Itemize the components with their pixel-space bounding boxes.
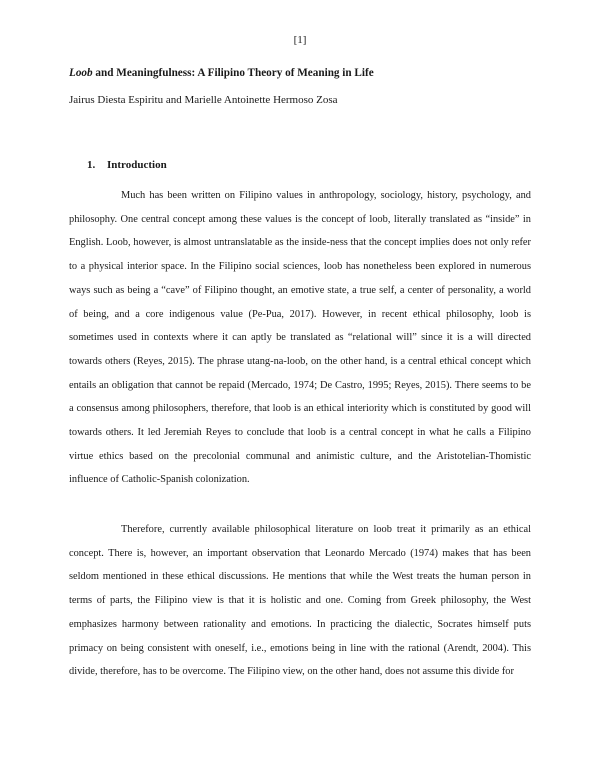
paper-title [69, 67, 374, 79]
body-paragraph-1: Much has been written on Filipino values in anthropology, sociology, history, psychology, and philosophy. One central concept among these values is the concept of loob, literally translated as “inside” in English. Loob, however, is almost untranslatable as the inside-ness that the concept implies does not only refer to a physical interior space. In the Filipino social sciences, loob has nonetheless been explored in numerous ways such as being a “cave” of Filipino thought, an emotive state, a true self, a center of personality, a world of being, and a core indigenous value (Pe-Pua, 2017). However, in recent ethical philosophy, loob is sometimes used in contexts where it can aptly be translated as “relational will” since it is a will directed towards others (Reyes, 2015). The phrase utang-na-loob, on the other hand, is a central ethical concept which entails an obligation that cannot be repaid (Mercado, 1974; De Castro, 1995; Reyes, 2015). There seems to be a consensus among philosophers, therefore, that loob is an ethical interiority which is constituted by good will towards others. It led Jeremiah Reyes to conclude that loob is a central concept in what he calls a Filipino virtue ethics based on the precolonial communal and animistic culture, and the Aristotelian-Thomistic influence of Catholic-Spanish colonization. [69, 190, 531, 486]
page-number: [1] [293, 34, 307, 46]
section-title: Introduction [107, 159, 167, 171]
body-paragraph-2: Therefore, currently available philosophical literature on loob treat it primarily as an ethical concept. There is, however, an important observation that Leonardo Mercado (1974) makes that has been seldom mentioned in these ethical discussions. He mentions that while the West treats the human person in terms of parts, the Filipino view is that it is holistic and one. Coming from Greek philosophy, the West emphasizes harmony between rationality and emotions. In practicing the dialectic, Socrates himself puts primacy on being consistent with oneself, i.e., emotions being in line with the rational (Arendt, 2004). This divide, therefore, has to be overcome. The Filipino view, on the other hand, does not assume this divide for [69, 524, 531, 678]
title-rest: and Meaningfulness: A Filipino Theory of Meaning in Life [92, 67, 374, 79]
author-line: Jairus Diesta Espiritu and Marielle Antoinette Hermoso Zosa [69, 94, 338, 106]
section-number: 1. [87, 159, 96, 171]
section-heading [87, 159, 167, 171]
title-italic-part: Loob [69, 67, 93, 79]
